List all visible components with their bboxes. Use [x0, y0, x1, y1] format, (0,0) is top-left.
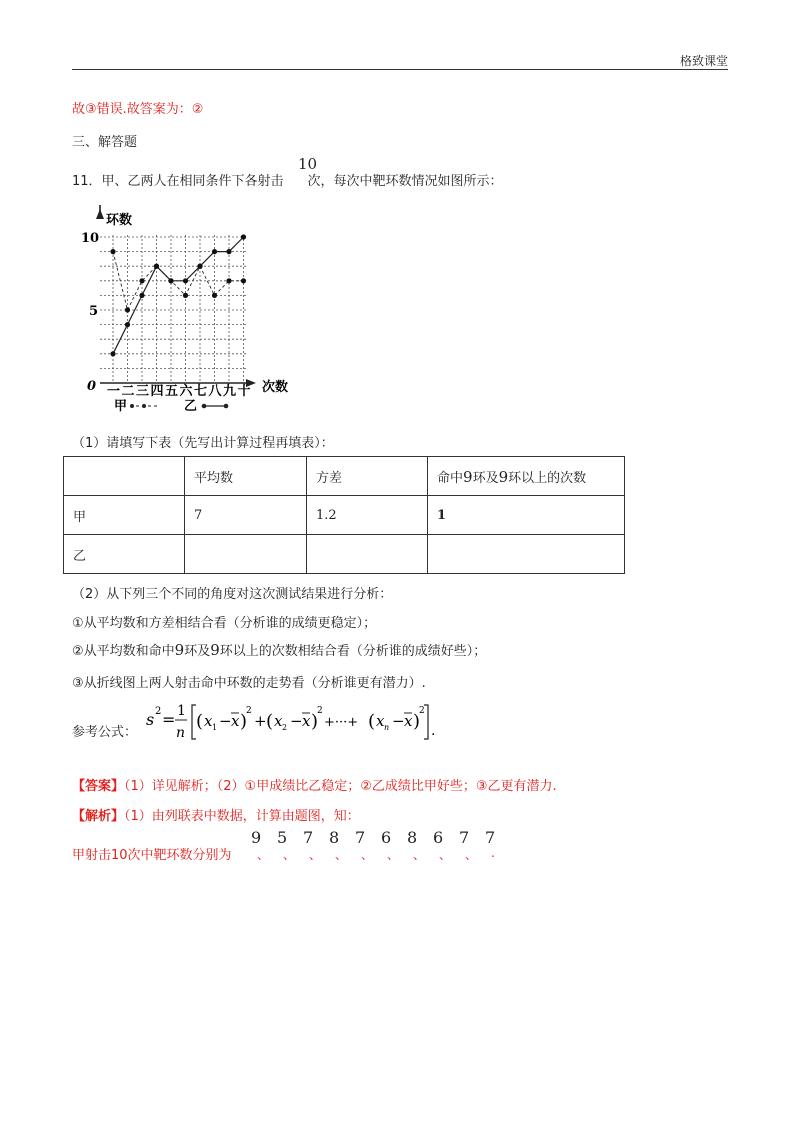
formula-paren: ( — [368, 711, 376, 732]
point-乙 — [125, 322, 130, 327]
jia-hit-value: 8 — [329, 828, 340, 847]
x-tick-label: 九 — [223, 384, 237, 399]
jia-hit-value: 9 — [251, 828, 262, 847]
value-separator: 、 — [387, 848, 400, 862]
formula-sub2: 2 — [282, 723, 288, 732]
legend-yi-dot-b — [224, 404, 229, 409]
chart-grid — [100, 235, 248, 383]
jia-hit-value: 6 — [433, 828, 444, 847]
formula-paren: ( — [266, 711, 274, 732]
row-count — [428, 535, 625, 574]
y-axis-arrow — [96, 209, 104, 219]
value-separator: 、 — [309, 848, 322, 862]
analysis-item-3: ③从折线图上两人射击命中环数的走势看（分析谁更有潜力）. — [72, 676, 426, 691]
task-2: （2）从下列三个不同的角度对这次测试结果进行分析： — [72, 587, 393, 602]
jia-hit-value: 7 — [303, 828, 314, 847]
x-tick-label: 六 — [179, 384, 193, 399]
legend-jia-dot-a — [130, 404, 134, 408]
legend-yi-dot-a — [202, 404, 207, 409]
formula-paren: ( — [196, 711, 204, 732]
analysis-text: （1）由列联表中数据，计算由题图，知： — [124, 809, 360, 824]
header-count-a: 命中 — [437, 470, 464, 486]
item2-nine-a: 9 — [174, 641, 185, 659]
formula-xbar: x — [404, 712, 413, 730]
x-tick-label: 一 — [107, 384, 121, 399]
row-name: 乙 — [64, 535, 185, 574]
formula-exp: 2 — [155, 706, 162, 717]
question-suffix: 次，每次中靶环数情况如图所示： — [307, 174, 503, 189]
value-separator: 、 — [439, 848, 452, 862]
point-甲 — [183, 293, 188, 298]
point-乙 — [197, 264, 202, 269]
table-row — [64, 535, 625, 574]
table-header-cell — [64, 457, 185, 496]
jia-hit-value: 6 — [381, 828, 392, 847]
formula-end: . — [431, 723, 436, 739]
point-乙 — [154, 264, 159, 269]
header-nine-b: 9 — [498, 467, 509, 486]
x-tick-label: 七 — [194, 384, 208, 399]
x-tick-label: 五 — [165, 384, 179, 399]
formula-sq: 2 — [246, 706, 252, 716]
row-variance — [307, 535, 428, 574]
legend-yi-label: 乙 — [184, 399, 198, 414]
jia-hit-value: 7 — [485, 828, 496, 847]
table-row — [64, 496, 625, 535]
jia-hit-value: 8 — [407, 828, 418, 847]
point-乙 — [212, 249, 217, 254]
formula-dots: +···+ — [324, 715, 359, 730]
value-end: . — [491, 846, 495, 860]
formula-xn: x — [376, 712, 385, 730]
point-乙 — [183, 278, 188, 283]
formula-sq: 2 — [419, 706, 425, 716]
value-separator: 、 — [257, 848, 270, 862]
item2-nine-b: 9 — [210, 641, 220, 659]
task-1: （1）请填写下表（先写出计算过程再填表）： — [72, 436, 334, 451]
formula-plus: + — [254, 712, 267, 730]
row-mean: 7 — [185, 496, 307, 535]
header-nine-a: 9 — [463, 467, 473, 486]
variance-formula — [142, 697, 442, 743]
point-乙 — [139, 293, 144, 298]
row-mean — [185, 535, 307, 574]
y-axis-label: 环数 — [106, 213, 133, 228]
analysis-item-2 — [72, 640, 486, 659]
x-tick-label: 四 — [150, 384, 164, 399]
formula-subn: n — [384, 723, 390, 732]
row-name: 甲 — [64, 496, 185, 535]
legend-jia-dot-b — [142, 404, 146, 408]
formula-minus: − — [392, 712, 405, 730]
point-乙 — [110, 351, 115, 356]
point-乙 — [226, 249, 231, 254]
formula-paren: ) — [240, 711, 248, 732]
formula-minus: − — [290, 712, 303, 730]
row-count: 1 — [428, 496, 625, 535]
jia-hit-value: 5 — [277, 828, 288, 847]
x-tick-label: 三 — [136, 384, 150, 399]
analysis-line — [72, 805, 360, 824]
formula-frac-num: 1 — [177, 703, 186, 719]
formula-sub1: 1 — [212, 723, 218, 732]
analysis-item-1: ①从平均数和方差相结合看（分析谁的成绩更稳定）； — [72, 616, 377, 631]
value-separator: 、 — [465, 848, 478, 862]
formula-eq: = — [162, 710, 176, 729]
value-separator: 、 — [335, 848, 348, 862]
value-separator: 、 — [413, 848, 426, 862]
x-tick-label: 十 — [237, 384, 251, 399]
formula-xbar: x — [302, 712, 311, 730]
formula-paren: ) — [311, 711, 319, 732]
answer-text: （1）详见解析；（2）①甲成绩比乙稳定；②乙成绩比甲好些；③乙更有潜力. — [124, 779, 557, 794]
hits-line-chart — [80, 205, 310, 415]
formula-label: 参考公式： — [72, 725, 138, 740]
formula-x2: x — [274, 712, 283, 730]
formula-minus: − — [219, 712, 232, 730]
formula-x1: x — [204, 712, 213, 730]
row-variance: 1.2 — [307, 496, 428, 535]
conclusion-line: 故③错误.故答案为：② — [72, 102, 204, 117]
point-甲 — [139, 278, 144, 283]
jia-hit-value: 7 — [459, 828, 470, 847]
answer-tag: 【答案】 — [72, 779, 125, 794]
header-divider — [72, 69, 728, 70]
x-axis-label: 次数 — [262, 380, 289, 395]
question-11 — [72, 170, 503, 189]
table-header-cell — [428, 457, 625, 496]
x-tick-label: 二 — [121, 384, 135, 399]
item2-part-a: ②从平均数和命中 — [72, 644, 175, 659]
point-甲 — [241, 278, 246, 283]
item2-part-b: 环及 — [184, 644, 211, 659]
stats-table — [63, 456, 625, 574]
value-separator: 、 — [283, 848, 296, 862]
table-header-cell: 方差 — [307, 457, 428, 496]
formula-frac-den: n — [176, 725, 186, 741]
section-heading: 三、解答题 — [72, 135, 138, 150]
value-separator: 、 — [361, 848, 374, 862]
y-tick-label: 5 — [89, 304, 99, 319]
formula-s: s — [146, 710, 155, 729]
x-tick-label: 八 — [208, 384, 222, 399]
point-乙 — [241, 234, 246, 239]
header-count-c: 环以上的次数 — [508, 470, 587, 486]
y-tick-label: 10 — [81, 231, 100, 246]
point-甲 — [212, 293, 217, 298]
legend — [114, 399, 228, 414]
formula-xbar: x — [231, 712, 240, 730]
header-brand: 格致课堂 — [679, 54, 728, 68]
answer-line — [72, 775, 557, 794]
jia-hits-line: 甲射击10次中靶环数分别为 — [72, 848, 232, 863]
point-甲 — [125, 307, 130, 312]
header-count-b: 环及 — [472, 470, 499, 486]
item2-part-c: 环以上的次数相结合看（分析谁的成绩好些）； — [219, 644, 487, 659]
point-乙 — [168, 278, 173, 283]
question-prefix: 11．甲、乙两人在相同条件下各射击 — [72, 174, 284, 189]
legend-jia-label: 甲 — [114, 399, 128, 414]
formula-sq: 2 — [317, 706, 323, 716]
table-header-row — [64, 457, 625, 496]
y-tick-label: 0 — [87, 379, 97, 394]
formula-paren: ) — [413, 711, 421, 732]
point-甲 — [110, 249, 115, 254]
analysis-tag: 【解析】 — [72, 809, 125, 824]
point-甲 — [226, 278, 231, 283]
table-header-cell: 平均数 — [185, 457, 307, 496]
question-count: 10 — [298, 155, 318, 173]
jia-hit-value: 7 — [355, 828, 366, 847]
